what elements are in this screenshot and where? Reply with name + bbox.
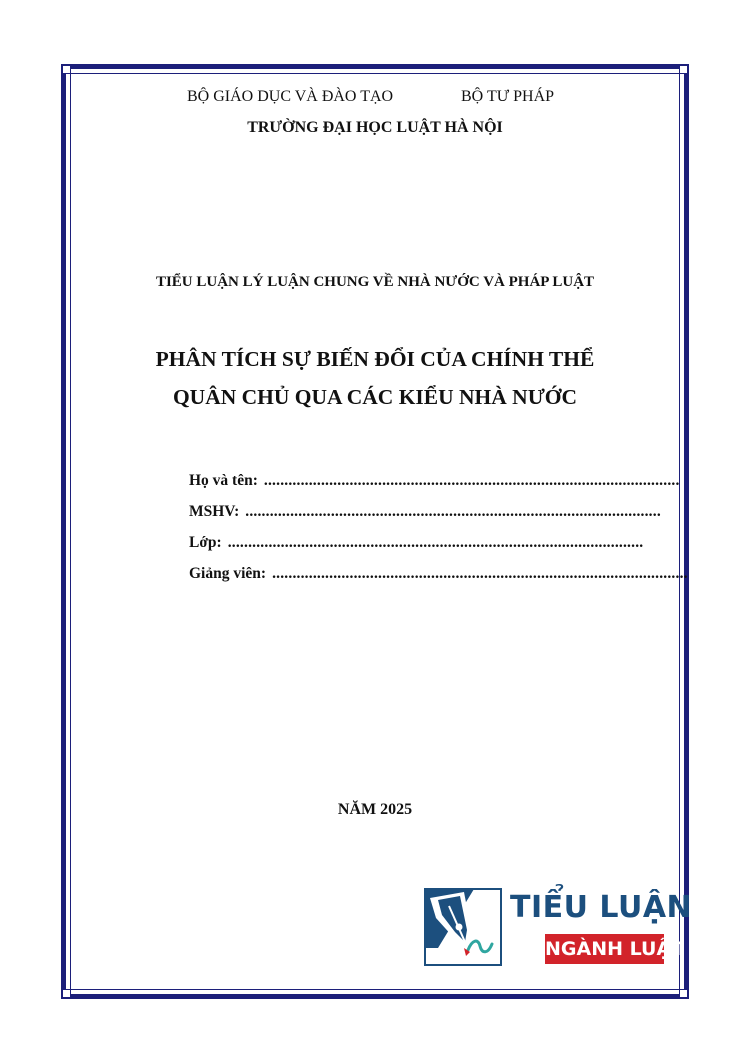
info-row-lecturer xyxy=(189,565,688,596)
border-corner xyxy=(62,65,71,74)
year: NĂM 2025 xyxy=(337,801,413,818)
ministry-education: BỘ GIÁO DỤC VÀ ĐÀO TẠO xyxy=(187,88,394,105)
name-label: Họ và tên: xyxy=(189,472,258,489)
border-corner xyxy=(679,65,688,74)
logo-text-bottom: NGÀNH LUẬT xyxy=(545,934,664,964)
info-row-name xyxy=(189,472,680,503)
info-row-class xyxy=(189,534,644,565)
essay-title-line-1: PHÂN TÍCH SỰ BIẾN ĐỔI CỦA CHÍNH THỂ xyxy=(155,347,595,371)
name-fill-line: ...................................................................................................... xyxy=(263,472,680,489)
pen-nib-icon xyxy=(424,888,502,966)
ministry-justice: BỘ TƯ PHÁP xyxy=(461,88,555,105)
university-name: TRƯỜNG ĐẠI HỌC LUẬT HÀ NỘI xyxy=(247,119,503,136)
info-row-student-id xyxy=(189,503,661,534)
logo-text-top: TIỂU LUẬN xyxy=(510,890,693,925)
essay-title xyxy=(0,340,750,416)
border-corner xyxy=(62,989,71,998)
student-info-block xyxy=(189,472,688,596)
lecturer-label: Giảng viên: xyxy=(189,565,267,582)
student-id-fill-line: ...................................................................................................... xyxy=(245,503,661,520)
lecturer-fill-line: ...................................................................................................... xyxy=(272,565,688,582)
essay-title-line-2: QUÂN CHỦ QUA CÁC KIỂU NHÀ NƯỚC xyxy=(172,385,578,409)
student-id-label: MSHV: xyxy=(189,503,240,520)
brand-logo xyxy=(424,888,693,968)
class-fill-line: ...................................................................................................... xyxy=(227,534,644,551)
class-label: Lớp: xyxy=(189,534,222,551)
border-corner xyxy=(679,989,688,998)
essay-type: TIỂU LUẬN LÝ LUẬN CHUNG VỀ NHÀ NƯỚC VÀ PHÁP LUẬT xyxy=(155,274,595,290)
